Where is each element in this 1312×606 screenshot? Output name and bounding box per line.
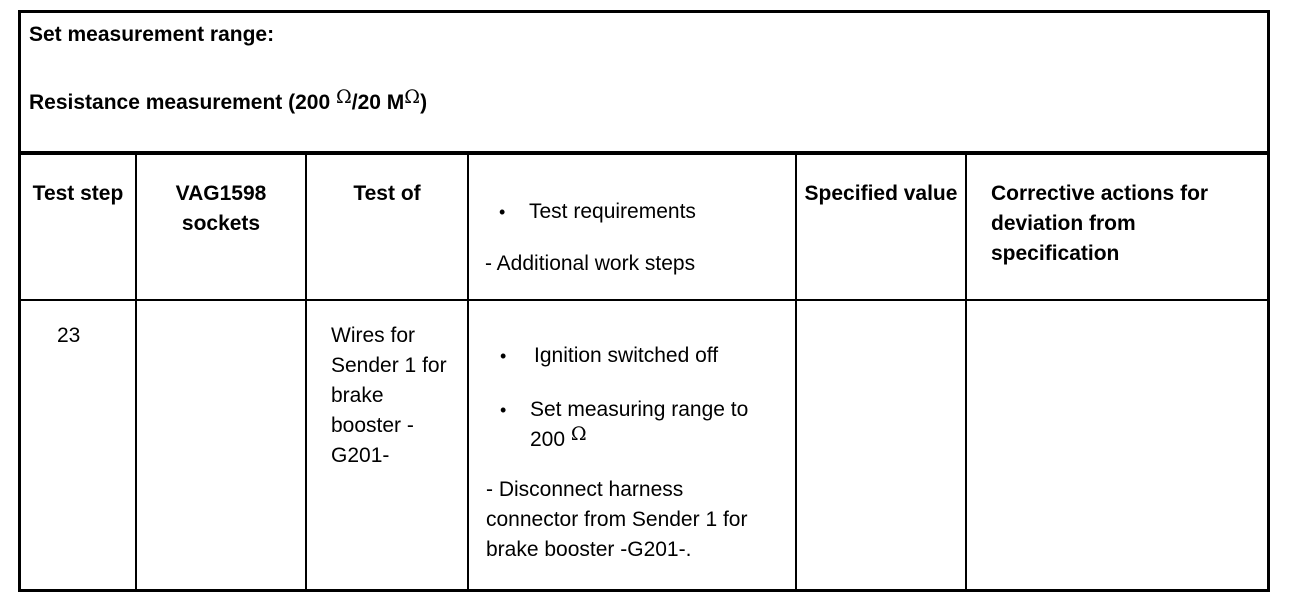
ohm-symbol: Ω xyxy=(404,86,421,108)
cell-sockets xyxy=(136,300,306,590)
col-header-requirements xyxy=(468,154,796,300)
ohm-symbol: Ω xyxy=(336,86,352,108)
bullet-icon: • xyxy=(500,346,507,366)
table-heading xyxy=(21,13,1267,153)
bullet-icon: • xyxy=(499,202,506,222)
col-header-test-step: Test step xyxy=(21,154,136,300)
cell-corrective xyxy=(966,300,1267,590)
cell-step: 23 xyxy=(21,300,136,590)
requirements-bullet: • Test requirements xyxy=(469,197,794,227)
col-header-sockets: VAG1598 sockets xyxy=(136,154,306,300)
work-step-text: - Disconnect harness connector from Sender 1 for brake booster -G201-. xyxy=(486,478,748,561)
resistance-prefix: Resistance measurement (200 xyxy=(29,91,336,114)
col-header-corrective: Corrective actions for deviation from specification xyxy=(966,154,1267,300)
table-header-row xyxy=(21,154,1267,300)
additional-steps-label: - Additional work steps xyxy=(485,252,696,275)
col-header-specified-value: Specified value xyxy=(796,154,966,300)
resistance-suffix: ) xyxy=(420,91,428,114)
resistance-measurement-line xyxy=(29,86,428,115)
resistance-mid: /20 M xyxy=(351,91,405,114)
table-row xyxy=(21,300,1267,590)
cell-specified-value xyxy=(796,300,966,590)
test-step-table xyxy=(21,153,1267,590)
bullet-icon: • xyxy=(500,400,507,420)
col-header-test-of: Test of xyxy=(306,154,468,300)
measurement-range-title: Set measurement range: xyxy=(29,23,275,46)
ohm-symbol: Ω xyxy=(570,423,587,445)
cell-requirements xyxy=(468,300,796,590)
measurement-table-frame xyxy=(18,10,1270,592)
requirement-item: • Ignition switched off xyxy=(470,341,794,371)
requirement-item: • Set measuring range to 200 Ω xyxy=(470,395,794,455)
cell-test-of: Wires for Sender 1 for brake booster -G201- xyxy=(306,300,468,590)
